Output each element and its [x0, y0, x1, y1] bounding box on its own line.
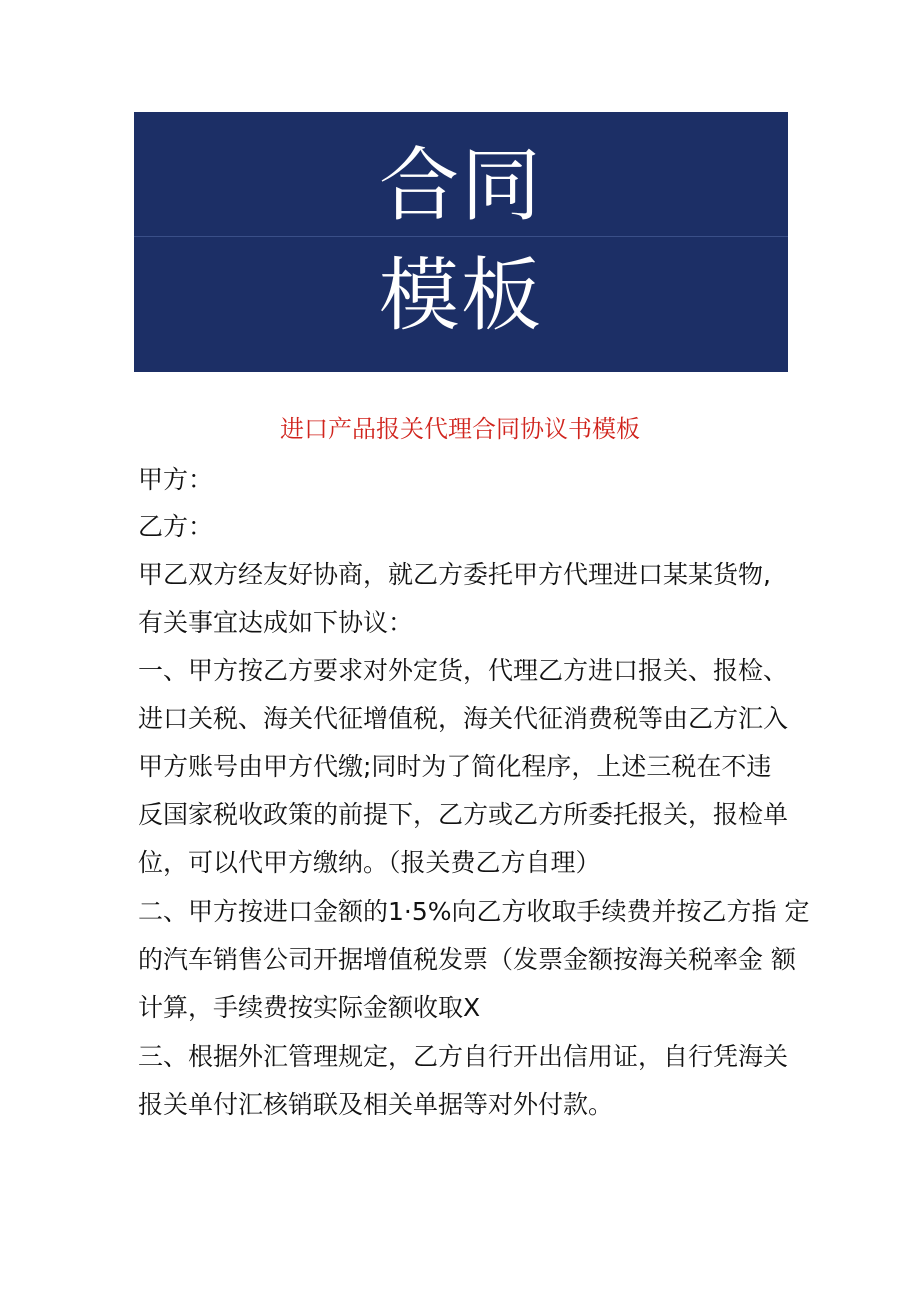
party-b-line: 乙方： [138, 512, 214, 541]
clause-3-line-2: 报关单付汇核销联及相关单据等对外付款。 [138, 1090, 614, 1119]
clause-1-line-4: 反国家税收政策的前提下，乙方或乙方所委托报关，报检单 [138, 800, 789, 829]
clause-1-line-3: 甲方账号由甲方代缴;同时为了简化程序，上述三税在不违 [138, 752, 772, 781]
clause-2-line-2: 的汽车销售公司开据增值税发票（发票金额按海关税率金 额 [138, 945, 796, 974]
clause-3-line-1: 三、根据外汇管理规定，乙方自行开出信用证，自行凭海关 [138, 1042, 789, 1071]
intro-line-1: 甲乙双方经友好协商，就乙方委托甲方代理进口某某货物, [138, 560, 771, 589]
cover-banner [134, 112, 788, 372]
intro-line-2: 有关事宜达成如下协议： [138, 608, 414, 637]
document-title: 进口产品报关代理合同协议书模板 [280, 415, 640, 443]
cover-title-line1: 合同 [379, 139, 543, 232]
cover-divider [134, 236, 788, 237]
clause-1-line-2: 进口关税、海关代征增值税，海关代征消费税等由乙方汇入 [138, 704, 789, 733]
clause-2-line-1: 二、甲方按进口金额的1·5%向乙方收取手续费并按乙方指 定 [138, 897, 810, 926]
clause-1-line-5: 位，可以代甲方缴纳。（报关费乙方自理） [138, 848, 601, 877]
cover-title-line2: 模板 [379, 249, 543, 342]
clause-1-line-1: 一、甲方按乙方要求对外定货，代理乙方进口报关、报检、 [138, 656, 789, 685]
clause-2-line-3: 计算，手续费按实际金额收取X [138, 993, 481, 1022]
party-a-line: 甲方： [138, 465, 214, 494]
